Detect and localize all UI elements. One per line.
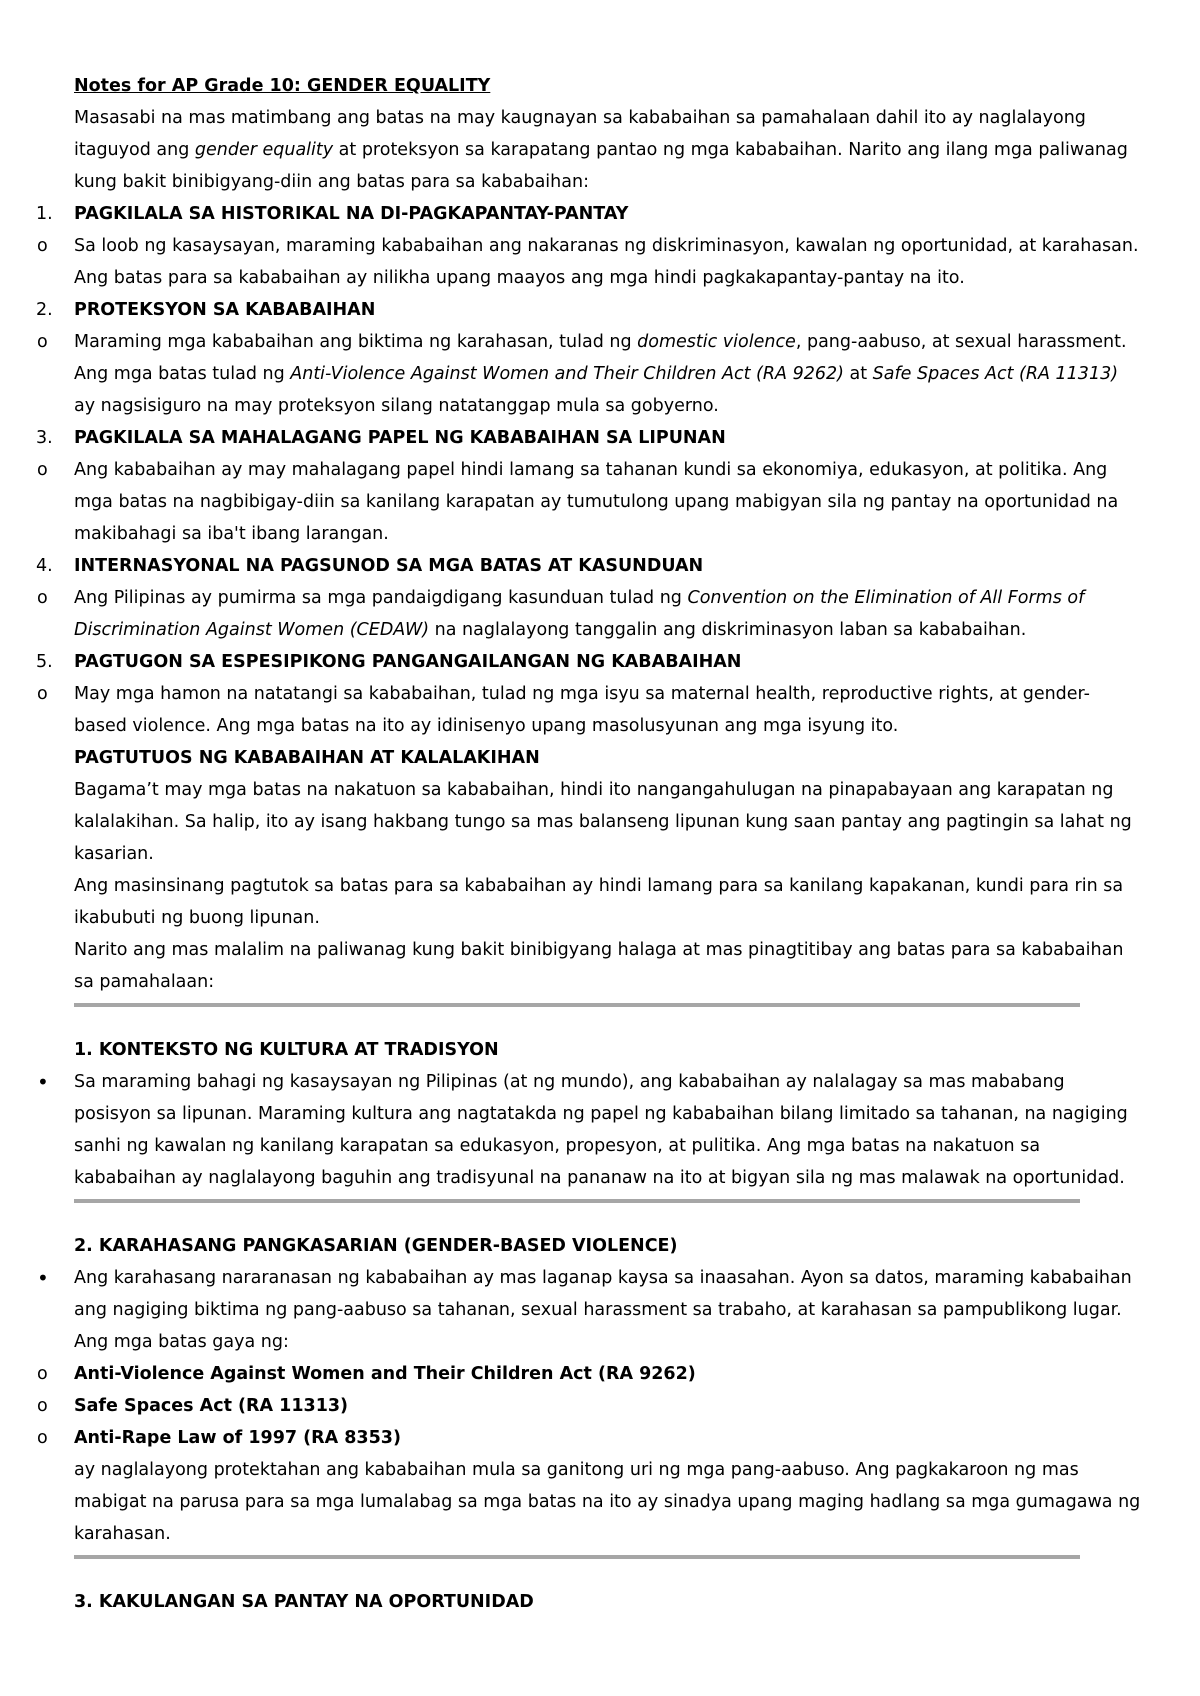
list-item — [36, 294, 1164, 326]
law-item: o Anti-Rape Law of 1997 (RA 8353) — [74, 1422, 1164, 1454]
law-item: o Anti-Violence Against Women and Their Children Act (RA 9262) — [74, 1358, 1164, 1390]
section-heading: 2. KARAHASANG PANGKASARIAN (GENDER-BASED VIOLENCE) — [74, 1236, 678, 1256]
sub-bullet: o May mga hamon na natatangi sa kababaihan, tulad ng mga isyu sa maternal health, reproductive rights, at gender- based violence. Ang mga batas na ito ay idinisenyo upang masolusyunan ang mga isyung ito. — [74, 678, 1164, 742]
circle-bullet-icon: o — [37, 684, 48, 704]
sub-bullet: o Ang kababaihan ay may mahalagang papel hindi lamang sa tahanan kundi sa ekonomiya, edukasyon, at politika. Ang mga batas na nagbibigay-diin sa kanilang karapatan ay tumutulong upang mabigyan sila ng pantay na oportunidad na makibahagi sa iba't ibang larangan. — [74, 454, 1164, 550]
bullet-icon: • — [37, 1070, 49, 1094]
intro-line: Masasabi na mas matimbang ang batas na may kaugnayan sa kababaihan sa pamahalaan dahil ito ay naglalayong — [74, 108, 1086, 128]
sub-bullet: o Ang Pilipinas ay pumirma sa mga pandaigdigang kasunduan tulad ng Convention on the Elimination of All Forms of Discrimination Against Women (CEDAW) na naglalayong tanggalin ang diskriminasyon laban sa kababaihan. — [74, 582, 1164, 646]
horizontal-rule — [74, 1555, 1080, 1559]
sub-bullet: o Maraming mga kababaihan ang biktima ng karahasan, tulad ng domestic violence, pang-aabuso, at sexual harassment. Ang mga batas tulad ng Anti-Violence Against Women and Their Children Act (RA 9262) at Safe Spaces Act (RA 11313) ay nagsisiguro na may proteksyon silang natatanggap mula sa gobyerno. — [74, 326, 1164, 422]
item-heading: PAGKILALA SA HISTORIKAL NA DI-PAGKAPANTAY-PANTAY — [74, 204, 629, 224]
circle-bullet-icon: o — [37, 460, 48, 480]
bullet-item: • Sa maraming bahagi ng kasaysayan ng Pilipinas (at ng mundo), ang kababaihan ay nalalagay sa mas mababang posisyon sa lipunan. Maraming kultura ang nagtatakda ng papel ng kababaihan bilang limitado sa tahanan, na nagiging sanhi ng kawalan ng kanilang karapatan sa edukasyon, propesyon, at pulitika. Ang mga batas na nakatuon sa kababaihan ay naglalayong baguhin ang tradisyunal na pananaw na ito at bigyan sila ng mas malawak na oportunidad. — [74, 1066, 1164, 1194]
circle-bullet-icon: o — [37, 1364, 48, 1384]
circle-bullet-icon: o — [37, 1428, 48, 1448]
section-heading: PAGTUTUOS NG KABABAIHAN AT KALALAKIHAN — [74, 748, 540, 768]
document-title: Notes for AP Grade 10: GENDER EQUALITY — [74, 76, 491, 96]
list-number: 5. — [36, 652, 53, 672]
intro-line: kung bakit binibigyang-diin ang batas para sa kababaihan: — [74, 172, 589, 192]
list-item — [36, 646, 1164, 678]
intro-paragraph — [74, 102, 1164, 198]
document-body: Notes for AP Grade 10: GENDER EQUALITY Masasabi na mas matimbang ang batas na may kaugnayan sa kababaihan sa pamahalaan dahil ito ay naglalayong itaguyod ang gender equality at proteksyon sa karapatang pantao ng mga kababaihan. Narito ang ilang mga paliwanag kung bakit binibigyang-diin ang batas para sa kababaihan: 1. PAGKILALA SA HISTORIKAL NA DI-PAGKAPANTAY-PANTAY o Sa loob ng kasaysayan, maraming kababaihan ang nakaranas ng diskriminasyon, kawalan ng oportunidad, at karahasan. Ang batas para sa kababaihan ay nilikha upang maayos ang mga hindi pagkakapantay-pantay na ito. 2. PROTEKSYON SA KABABAIHAN o Maraming mga kababaihan ang biktima ng karahasan, tulad ng domestic violence, pang-aabuso, at sexual harassment. Ang mga batas tulad ng Anti-Violence Against Women and Their Children Act (RA 9262) at Safe Spaces Act (RA 11313) ay nagsisiguro na may proteksyon silang natatanggap mula sa gobyerno. 3. PAGKILALA SA MAHALAGANG PAPEL NG KABABAIHAN SA LIPUNAN o Ang kababaihan ay may mahalagang papel hindi lamang sa tahanan kundi sa ekonomiya, edukasyon, at politika. Ang mga batas na nagbibigay-diin sa kanilang karapatan ay tumutulong upang mabigyan sila ng pantay na oportunidad na makibahagi sa iba't ibang larangan. 4. INTERNASYONAL NA PAGSUNOD SA MGA BATAS AT KASUNDUAN o Ang Pilipinas ay pumirma sa mga pandaigdigang kasunduan tulad ng Convention on the Elimination of All Forms of Discrimination Against Women (CEDAW) na naglalayong tanggalin ang diskriminasyon laban sa kababaihan. 5. PAGTUGON SA ESPESIPIKONG PANGANGAILANGAN NG KABABAIHAN o May mga hamon na natatangi sa kababaihan, tulad ng mga isyu sa maternal health, reproductive rights, at gender- based violence. Ang mga batas na ito ay idinisenyo upang masolusyunan ang mga isyung ito. PAGTUTUOS NG KABABAIHAN AT KALALAKIHAN Bagama’t may mga batas na nakatuon sa kababaihan, hindi ito nangangahulugan na pinapabayaan ang karapatan ng kalalakihan. Sa halip, ito ay isang hakbang tungo sa mas balanseng lipunan kung saan pantay ang pagtingin sa lahat ng kasarian. Ang masinsinang pagtutok sa batas para sa kababaihan ay hindi lamang para sa kanilang kapakanan, kundi para rin sa ikabubuti ng buong lipunan. Narito ang mas malalim na paliwanag kung bakit binibigyang halaga at mas pinagtitibay ang batas para sa kababaihan sa pamahalaan: 1. KONTEKSTO NG KULTURA AT TRADISYON • Sa maraming bahagi ng kasaysayan ng Pilipinas (at ng mundo), ang kababaihan ay nalalagay sa mas mababang posisyon sa lipunan. Maraming kultura ang nagtatakda ng papel ng kababaihan bilang limitado sa tahanan, na nagiging sanhi ng kawalan ng kanilang karapatan sa edukasyon, propesyon, at pulitika. Ang mga batas na nakatuon sa kababaihan ay naglalayong baguhin ang tradisyunal na pananaw na ito at bigyan sila ng mas malawak na oportunidad. 2. KARAHASANG PANGKASARIAN (GENDER-BASED VIOLENCE) • Ang karahasang nararanasan ng kababaihan ay mas laganap kaysa sa inaasahan. Ayon sa datos, maraming kababaihan ang nagiging biktima ng pang-aabuso sa tahanan, sexual harassment sa trabaho, at karahasan sa pampublikong lugar. Ang mga batas gaya ng: o Anti-Violence Against Women and Their Children Act (RA 9262) o Safe Spaces Act (RA 11313) o Anti-Rape Law of 1997 (RA 8353) ay naglalayong protektahan ang kababaihan mula sa ganitong uri ng mga pang-aabuso. Ang pagkakaroon ng mas mabigat na parusa para sa mga lumalabag sa mga batas na ito ay sinadya upang maging hadlang sa mga gumagawa ng karahasan. 3. KAKULANGAN SA PANTAY NA OPORTUNIDAD — [74, 70, 1164, 1618]
list-number: 3. — [36, 428, 53, 448]
circle-bullet-icon: o — [37, 332, 48, 352]
list-number: 2. — [36, 300, 53, 320]
intro-line: itaguyod ang gender equality at proteksyon sa karapatang pantao ng mga kababaihan. Narito ang ilang mga paliwanag — [74, 140, 1128, 160]
circle-bullet-icon: o — [37, 236, 48, 256]
item-heading: INTERNASYONAL NA PAGSUNOD SA MGA BATAS AT KASUNDUAN — [74, 556, 704, 576]
horizontal-rule — [74, 1199, 1080, 1203]
list-item — [36, 422, 1164, 454]
list-item — [36, 198, 1164, 230]
item-heading: PAGKILALA SA MAHALAGANG PAPEL NG KABABAIHAN SA LIPUNAN — [74, 428, 726, 448]
item-heading: PAGTUGON SA ESPESIPIKONG PANGANGAILANGAN NG KABABAIHAN — [74, 652, 742, 672]
horizontal-rule — [74, 1003, 1080, 1007]
bullet-icon: • — [37, 1266, 49, 1290]
section-heading: 1. KONTEKSTO NG KULTURA AT TRADISYON — [74, 1040, 499, 1060]
bullet-item: • Ang karahasang nararanasan ng kababaihan ay mas laganap kaysa sa inaasahan. Ayon sa datos, maraming kababaihan ang nagiging biktima ng pang-aabuso sa tahanan, sexual harassment sa trabaho, at karahasan sa pampublikong lugar. Ang mga batas gaya ng: — [74, 1262, 1164, 1358]
circle-bullet-icon: o — [37, 1396, 48, 1416]
list-item — [36, 550, 1164, 582]
item-heading: PROTEKSYON SA KABABAIHAN — [74, 300, 376, 320]
section-heading: 3. KAKULANGAN SA PANTAY NA OPORTUNIDAD — [74, 1592, 534, 1612]
circle-bullet-icon: o — [37, 588, 48, 608]
sub-bullet: o Sa loob ng kasaysayan, maraming kababaihan ang nakaranas ng diskriminasyon, kawalan ng oportunidad, at karahasan. Ang batas para sa kababaihan ay nilikha upang maayos ang mga hindi pagkakapantay-pantay na ito. — [74, 230, 1164, 294]
list-number: 1. — [36, 204, 53, 224]
list-number: 4. — [36, 556, 53, 576]
emphasis-text: gender equality — [194, 140, 334, 160]
law-item: o Safe Spaces Act (RA 11313) — [74, 1390, 1164, 1422]
